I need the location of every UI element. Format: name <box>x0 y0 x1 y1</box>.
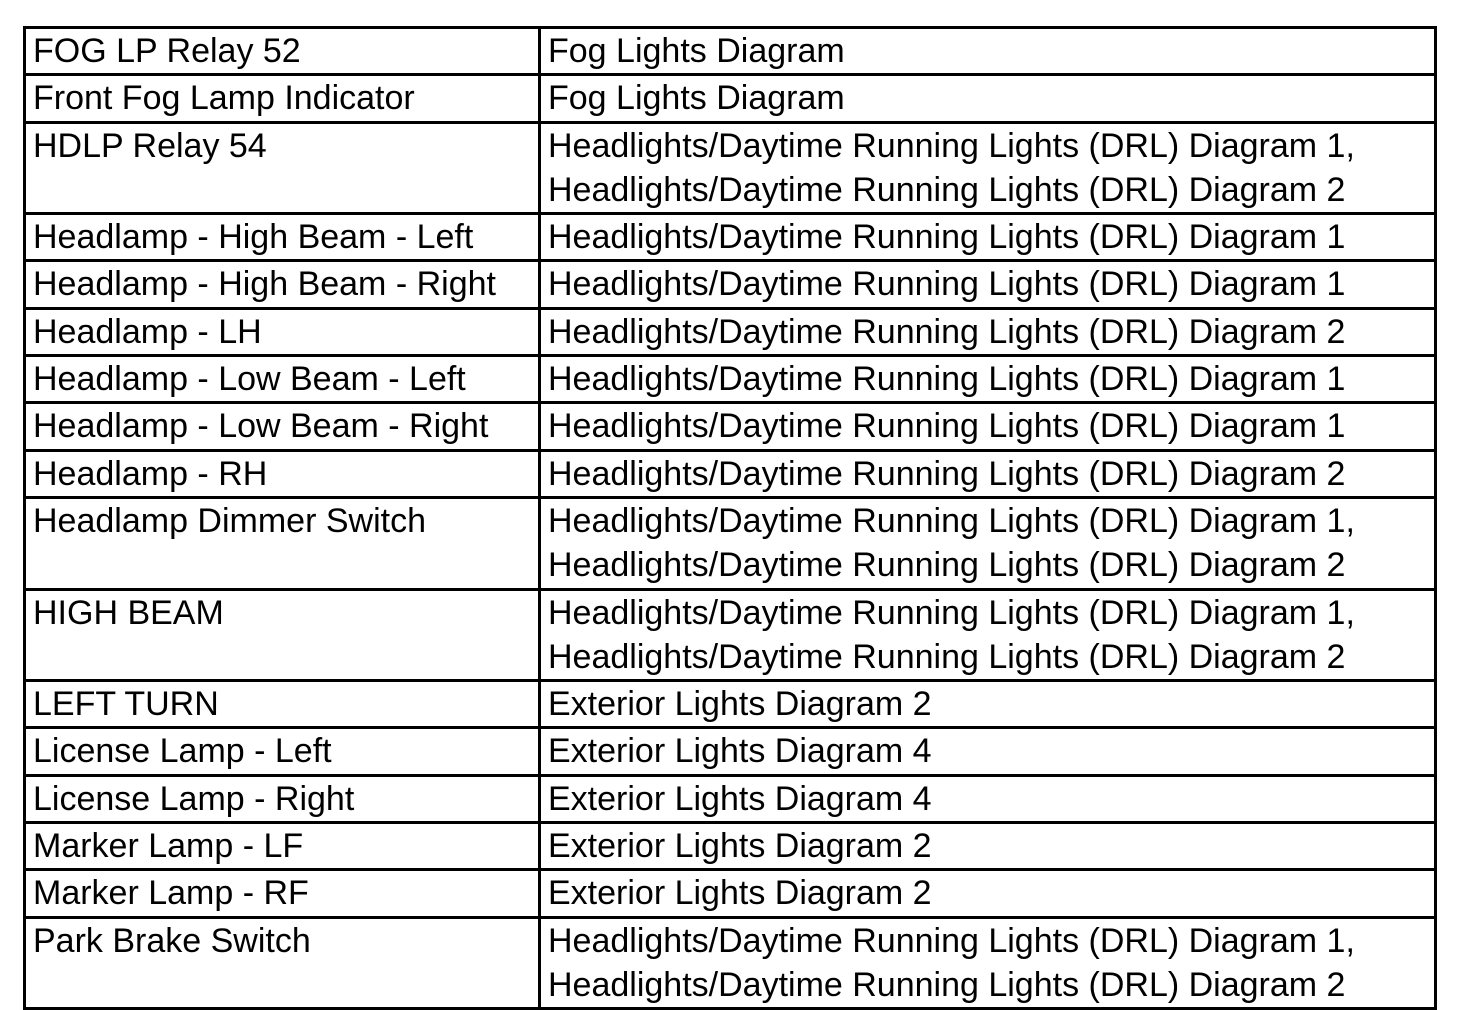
diagram-reference: Fog Lights Diagram <box>548 32 845 70</box>
diagram-reference: Fog Lights Diagram <box>548 79 845 118</box>
diagram-reference-cell <box>540 497 1436 589</box>
component-name-cell <box>25 589 540 681</box>
component-name: Headlamp - LH <box>33 312 262 351</box>
table-row <box>25 728 1436 775</box>
component-name-cell <box>25 261 540 308</box>
diagram-reference-cell <box>540 28 1436 75</box>
table-row <box>25 403 1436 450</box>
component-name: Headlamp - High Beam - Right <box>33 265 496 304</box>
table-row <box>25 308 1436 355</box>
component-name: Headlamp - Low Beam - Right <box>33 407 489 446</box>
component-name-cell <box>25 450 540 497</box>
table-row <box>25 261 1436 308</box>
diagram-reference: Exterior Lights Diagram 2 <box>548 685 932 724</box>
component-name: Headlamp - Low Beam - Left <box>33 360 466 399</box>
component-name: License Lamp - Right <box>33 779 355 818</box>
component-name-cell <box>25 122 540 214</box>
diagram-reference-cell <box>540 403 1436 450</box>
diagram-reference: Headlights/Daytime Running Lights (DRL) Diagram 2 <box>548 312 1346 351</box>
table-row <box>25 122 1436 214</box>
table-row <box>25 75 1436 122</box>
diagram-reference-cell <box>540 823 1436 870</box>
component-name: Headlamp - RH <box>33 454 268 493</box>
component-name-cell <box>25 28 540 75</box>
diagram-reference-cell <box>540 75 1436 122</box>
table-row <box>25 28 1436 75</box>
diagram-reference-cell <box>540 728 1436 775</box>
diagram-reference-cell <box>540 589 1436 681</box>
diagram-reference: Exterior Lights Diagram 2 <box>548 827 932 866</box>
component-name-cell <box>25 823 540 870</box>
table-row <box>25 497 1436 589</box>
component-index-table-container <box>23 26 1437 1010</box>
table-row <box>25 214 1436 261</box>
component-name: FOG LP Relay 52 <box>33 32 301 70</box>
diagram-reference-cell <box>540 214 1436 261</box>
diagram-reference: Headlights/Daytime Running Lights (DRL) Diagram 2 <box>548 637 1346 676</box>
table-row <box>25 589 1436 681</box>
table-row <box>25 917 1436 1009</box>
diagram-reference-cell <box>540 450 1436 497</box>
diagram-reference-cell <box>540 122 1436 214</box>
component-name-cell <box>25 75 540 122</box>
table-body <box>25 28 1436 1009</box>
diagram-reference: Exterior Lights Diagram 4 <box>548 779 932 818</box>
component-name-cell <box>25 728 540 775</box>
table-row <box>25 681 1436 728</box>
component-name-cell <box>25 917 540 1009</box>
component-name: LEFT TURN <box>33 685 219 724</box>
table-row <box>25 356 1436 403</box>
diagram-reference: Headlights/Daytime Running Lights (DRL) Diagram 2 <box>548 546 1346 585</box>
component-name: Park Brake Switch <box>33 921 311 960</box>
component-name: Marker Lamp - RF <box>33 874 309 913</box>
diagram-reference: Headlights/Daytime Running Lights (DRL) Diagram 2 <box>548 454 1346 493</box>
diagram-reference-cell <box>540 917 1436 1009</box>
diagram-reference-cell <box>540 308 1436 355</box>
component-name: Front Fog Lamp Indicator <box>33 79 415 118</box>
component-name-cell <box>25 308 540 355</box>
diagram-reference-cell <box>540 356 1436 403</box>
table-row <box>25 823 1436 870</box>
diagram-reference-cell <box>540 261 1436 308</box>
diagram-reference-cell <box>540 870 1436 917</box>
component-name: License Lamp - Left <box>33 732 332 771</box>
diagram-reference: Headlights/Daytime Running Lights (DRL) Diagram 1 <box>548 265 1346 304</box>
table-row <box>25 870 1436 917</box>
component-name: HIGH BEAM <box>33 593 224 632</box>
component-name-cell <box>25 403 540 450</box>
diagram-reference-cell <box>540 681 1436 728</box>
component-name: Headlamp Dimmer Switch <box>33 501 426 540</box>
table-row <box>25 450 1436 497</box>
diagram-reference: Headlights/Daytime Running Lights (DRL) Diagram 1 <box>548 360 1346 399</box>
component-name: HDLP Relay 54 <box>33 126 267 165</box>
table-row <box>25 775 1436 822</box>
component-name: Marker Lamp - LF <box>33 827 304 866</box>
diagram-reference: Headlights/Daytime Running Lights (DRL) Diagram 1, <box>548 921 1355 960</box>
component-name-cell <box>25 775 540 822</box>
diagram-reference: Exterior Lights Diagram 4 <box>548 732 932 771</box>
diagram-reference: Headlights/Daytime Running Lights (DRL) Diagram 1, <box>548 593 1355 632</box>
diagram-reference: Headlights/Daytime Running Lights (DRL) Diagram 1 <box>548 218 1346 257</box>
diagram-reference: Headlights/Daytime Running Lights (DRL) Diagram 2 <box>548 170 1346 209</box>
diagram-reference: Headlights/Daytime Running Lights (DRL) Diagram 1, <box>548 126 1355 165</box>
component-name-cell <box>25 356 540 403</box>
component-index-table <box>23 26 1437 1010</box>
component-name-cell <box>25 681 540 728</box>
diagram-reference: Exterior Lights Diagram 2 <box>548 874 932 913</box>
diagram-reference: Headlights/Daytime Running Lights (DRL) Diagram 2 <box>548 965 1346 1004</box>
diagram-reference-cell <box>540 775 1436 822</box>
diagram-reference: Headlights/Daytime Running Lights (DRL) Diagram 1, <box>548 501 1355 540</box>
component-name: Headlamp - High Beam - Left <box>33 218 474 257</box>
component-name-cell <box>25 214 540 261</box>
component-name-cell <box>25 497 540 589</box>
diagram-reference: Headlights/Daytime Running Lights (DRL) Diagram 1 <box>548 407 1346 446</box>
component-name-cell <box>25 870 540 917</box>
